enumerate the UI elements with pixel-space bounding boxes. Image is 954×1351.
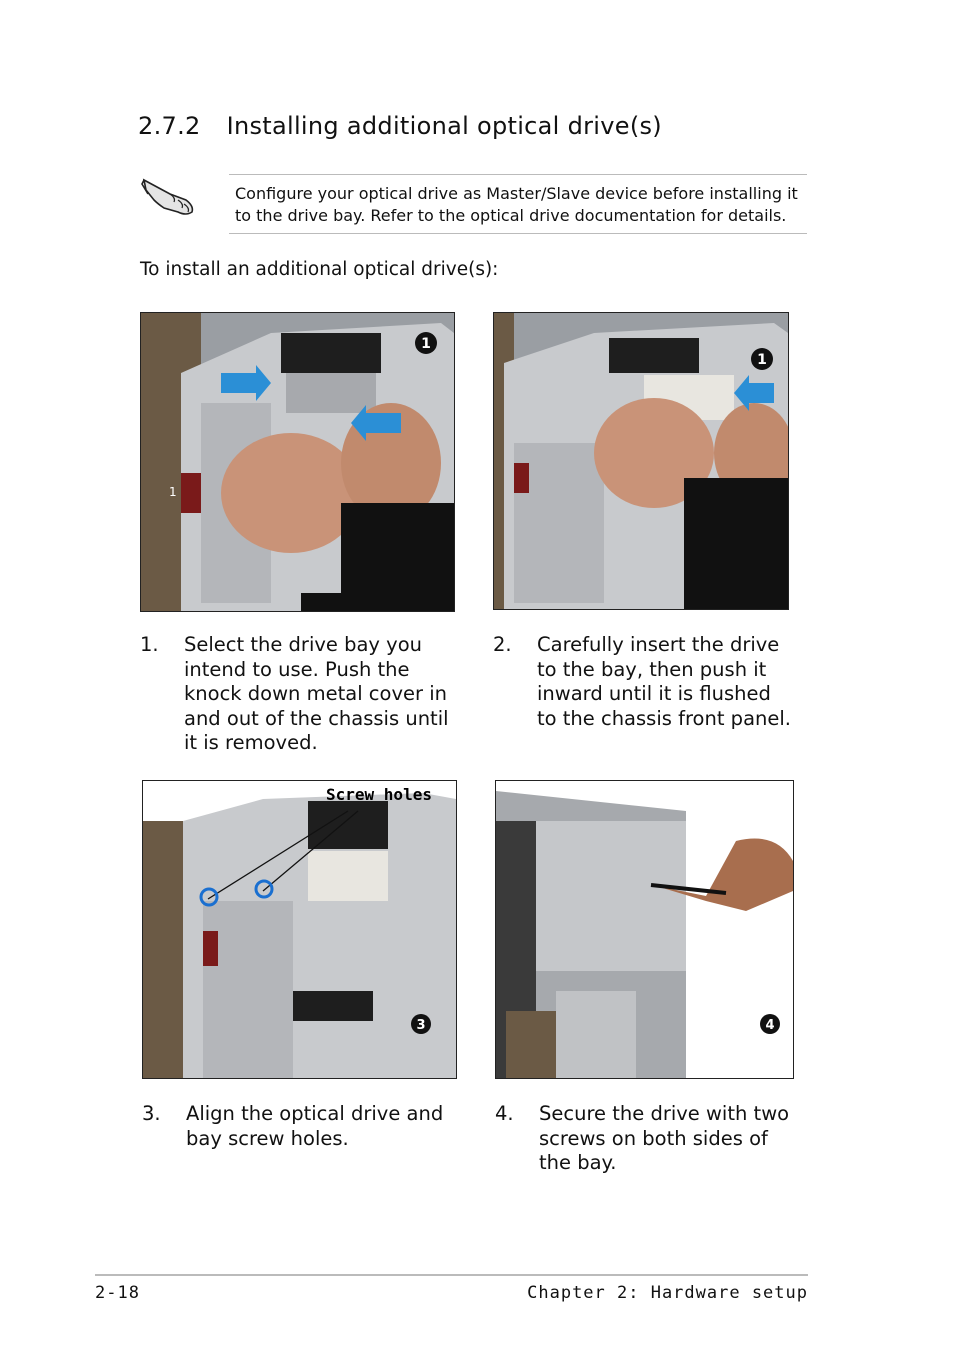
figure-2-photo	[494, 313, 788, 609]
step-1-number: 1.	[140, 633, 159, 656]
chapter-label: Chapter 2: Hardware setup	[527, 1283, 808, 1303]
figure-1-extra-label: 1	[169, 485, 177, 499]
pointing-hand-icon	[140, 170, 200, 220]
figure-step-1	[140, 312, 455, 612]
step-3-text: Align the optical drive and bay screw holes.	[186, 1102, 444, 1150]
step-1-text: Select the drive bay you intend to use. Push the knock down metal cover in and out of the chassis until it is removed.	[184, 633, 449, 754]
footer-rule	[95, 1274, 808, 1276]
note-box	[229, 174, 807, 234]
figure-4-photo	[496, 781, 793, 1078]
page-number: 2-18	[95, 1283, 140, 1303]
step-2-number: 2.	[493, 633, 512, 656]
figure-step-3	[142, 780, 457, 1079]
figure-4-badge: 4	[765, 1018, 775, 1033]
step-4	[495, 1102, 795, 1182]
step-4-number: 4.	[495, 1102, 514, 1125]
figure-step-2	[493, 312, 789, 610]
step-3-number: 3.	[142, 1102, 161, 1125]
step-2-text: Carefully insert the drive to the bay, then push it inward until it is flushed to the chassis front panel.	[537, 633, 791, 730]
step-4-text: Secure the drive with two screws on both sides of the bay.	[539, 1102, 790, 1174]
figure-1-badge: 1	[421, 336, 431, 352]
section-number: 2.7.2	[138, 112, 201, 140]
figure-3-photo	[143, 781, 456, 1078]
figure-2-badge: 1	[757, 352, 767, 368]
step-2	[493, 633, 803, 733]
figure-step-4	[495, 780, 794, 1079]
step-1	[140, 633, 460, 758]
section-title-text: Installing additional optical drive(s)	[226, 112, 662, 140]
section-title	[138, 112, 662, 140]
figure-1-photo	[141, 313, 454, 611]
intro-text: To install an additional optical drive(s):	[140, 259, 499, 280]
figure-3-badge: 3	[416, 1018, 426, 1033]
note-text: Configure your optical drive as Master/Slave device before installing it to the drive bay. Refer to the optical drive documentation for details.	[235, 184, 798, 225]
step-3	[142, 1102, 462, 1162]
screw-holes-callout: Screw holes	[326, 785, 432, 804]
